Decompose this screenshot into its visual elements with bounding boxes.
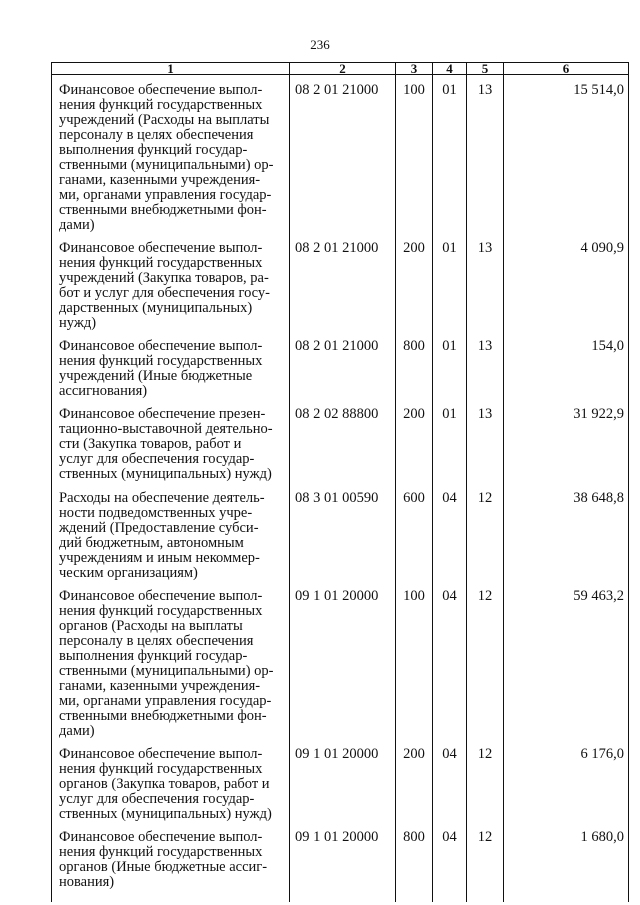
row-col3: 200 — [396, 233, 433, 331]
row-col3: 100 — [396, 75, 433, 234]
row-col3: 600 — [396, 483, 433, 581]
row-col5: 13 — [467, 233, 504, 331]
row-description: Финансовое обеспечение выпол- нения функций государственных учреждений (Расходы на выплаты персоналу в целях обеспечения выполнения функций государ- ственными (муниципальными) ор- ганами, казенными учреждения- ми, органами управления государ- ственными внебюджетными фон- дами) — [52, 75, 290, 234]
row-col5: 12 — [467, 739, 504, 822]
column-header-2: 2 — [290, 63, 396, 75]
row-col5: 13 — [467, 331, 504, 399]
table-body — [52, 75, 629, 903]
row-col4: 04 — [433, 581, 467, 739]
row-amount: 38 648,8 — [504, 483, 629, 581]
row-code: 09 1 01 20000 — [290, 822, 396, 902]
table-header — [52, 63, 629, 75]
row-col5: 12 — [467, 483, 504, 581]
row-code: 08 2 01 21000 — [290, 233, 396, 331]
table-row — [52, 822, 629, 902]
row-col5: 12 — [467, 822, 504, 902]
row-col3: 800 — [396, 822, 433, 902]
row-amount: 154,0 — [504, 331, 629, 399]
budget-table — [51, 62, 629, 902]
row-description: Финансовое обеспечение выпол- нения функций государственных органов (Расходы на выплаты персоналу в целях обеспечения выполнения функций государ- ственными (муниципальными) ор- ганами, казенными учреждения- ми, органами управления государ- ственными внебюджетными фон- дами) — [52, 581, 290, 739]
row-amount: 6 176,0 — [504, 739, 629, 822]
table-row — [52, 233, 629, 331]
column-header-1: 1 — [52, 63, 290, 75]
row-code: 08 2 02 88800 — [290, 399, 396, 483]
table-row — [52, 399, 629, 483]
row-code: 09 1 01 20000 — [290, 581, 396, 739]
column-header-5: 5 — [467, 63, 504, 75]
row-col5: 13 — [467, 75, 504, 234]
row-description: Финансовое обеспечение выпол- нения функций государственных органов (Закупка товаров, работ и услуг для обеспечения государ- ственных (муниципальных) нужд) — [52, 739, 290, 822]
row-description: Расходы на обеспечение деятель- ности подведомственных учре- ждений (Предоставление субси- дий бюджетным, автономным учреждениям и иным некоммер- ческим организациям) — [52, 483, 290, 581]
table-row — [52, 331, 629, 399]
page-number: 236 — [310, 37, 330, 52]
row-amount: 1 680,0 — [504, 822, 629, 902]
table-row — [52, 75, 629, 234]
row-col5: 13 — [467, 399, 504, 483]
row-col5: 12 — [467, 581, 504, 739]
row-amount: 4 090,9 — [504, 233, 629, 331]
row-col4: 01 — [433, 331, 467, 399]
row-col4: 01 — [433, 233, 467, 331]
table-row — [52, 483, 629, 581]
row-code: 08 3 01 00590 — [290, 483, 396, 581]
row-amount: 15 514,0 — [504, 75, 629, 234]
column-header-6: 6 — [504, 63, 629, 75]
row-col4: 04 — [433, 739, 467, 822]
row-code: 08 2 01 21000 — [290, 75, 396, 234]
row-description: Финансовое обеспечение выпол- нения функций государственных органов (Иные бюджетные ассиг- нования) — [52, 822, 290, 902]
table-row — [52, 581, 629, 739]
row-code: 09 1 01 20000 — [290, 739, 396, 822]
row-col4: 04 — [433, 483, 467, 581]
table-row — [52, 739, 629, 822]
row-amount: 59 463,2 — [504, 581, 629, 739]
row-col4: 01 — [433, 399, 467, 483]
column-header-3: 3 — [396, 63, 433, 75]
row-col3: 100 — [396, 581, 433, 739]
row-description: Финансовое обеспечение выпол- нения функций государственных учреждений (Закупка товаров, ра- бот и услуг для обеспечения госу- дарственных (муниципальных) нужд) — [52, 233, 290, 331]
row-amount: 31 922,9 — [504, 399, 629, 483]
column-header-4: 4 — [433, 63, 467, 75]
row-col4: 04 — [433, 822, 467, 902]
row-description: Финансовое обеспечение выпол- нения функций государственных учреждений (Иные бюджетные ассигнования) — [52, 331, 290, 399]
row-col3: 800 — [396, 331, 433, 399]
row-code: 08 2 01 21000 — [290, 331, 396, 399]
row-col3: 200 — [396, 739, 433, 822]
row-col4: 01 — [433, 75, 467, 234]
row-col3: 200 — [396, 399, 433, 483]
header-row — [52, 63, 629, 75]
row-description: Финансовое обеспечение презен- тационно-выставочной деятельно- сти (Закупка товаров, работ и услуг для обеспечения государ- ственных (муниципальных) нужд) — [52, 399, 290, 483]
